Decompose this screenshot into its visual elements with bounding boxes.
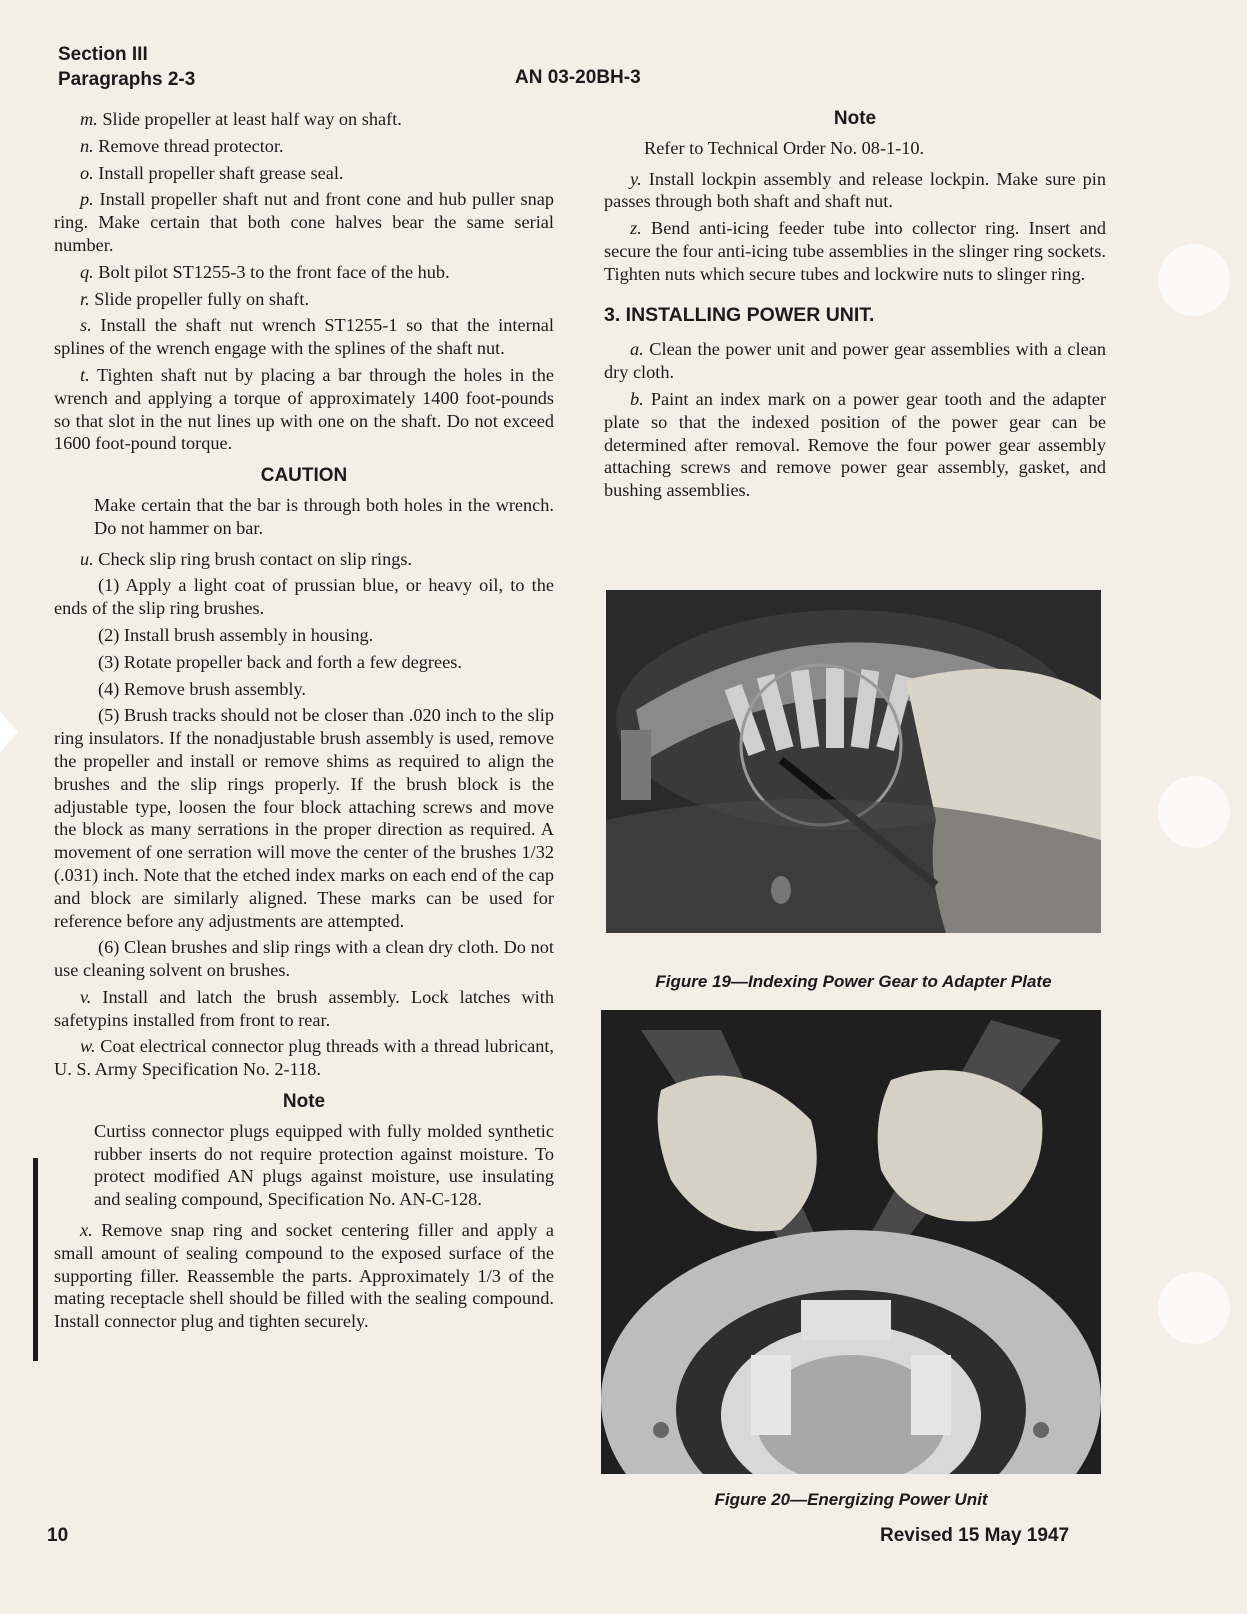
caution-text: Make certain that the bar is through both holes in the wrench. Do not hammer on bar. (94, 494, 554, 538)
figure-20-illustration (601, 1010, 1101, 1474)
step-y: y. Install lockpin assembly and release lockpin. Make sure pin passes through both shaft and shaft nut. (604, 168, 1106, 212)
note-heading-right: Note (833, 108, 877, 129)
binder-hole-top (1158, 244, 1230, 316)
section-label: Section III (58, 44, 148, 65)
note-heading-left: Note (282, 1091, 326, 1113)
binder-hole-middle (1158, 776, 1230, 848)
step-z: z. Bend anti-icing feeder tube into collector ring. Insert and secure the four anti-icing tube assemblies in the slinger ring sockets. Tighten nuts which secure tubes and lockwire nuts to slinger ring. (604, 218, 1107, 284)
step-s: s. Install the shaft nut wrench ST1255-1 so that the internal splines of the wrench engage with the splines of the shaft nut. (54, 315, 554, 359)
step-n: n. Remove thread protector. (80, 135, 284, 156)
step-r: r. Slide propeller fully on shaft. (80, 288, 310, 309)
section-heading: 3. INSTALLING POWER UNIT. (604, 303, 875, 326)
step-u2: (2) Install brush assembly in housing. (98, 624, 374, 645)
step-v: v. Install and latch the brush assembly. Lock latches with safetypins installed from front to rear. (54, 986, 554, 1030)
binder-hole-bottom (1158, 1272, 1230, 1344)
step-o: o. Install propeller shaft grease seal. (80, 162, 344, 183)
page-header-left (58, 42, 195, 92)
caution-heading: CAUTION (260, 465, 348, 487)
step-u: u. Check slip ring brush contact on slip rings. (80, 548, 413, 569)
step-u3: (3) Rotate propeller back and forth a few degrees. (98, 651, 462, 672)
figure-19-photo (606, 590, 1101, 933)
step-a: a. Clean the power unit and power gear assemblies with a clean dry cloth. (604, 339, 1106, 383)
step-q: q. Bolt pilot ST1255-3 to the front face of the hub. (80, 261, 450, 282)
document-number: AN 03-20BH-3 (515, 67, 641, 88)
revision-bar (33, 1158, 38, 1361)
step-b: b. Paint an index mark on a power gear tooth and the adapter plate so that the indexed position of the power gear can be determined after removal. Remove the four power gear assembly attaching screws and remove power gear assembly, gasket, and bushing assemblies. (604, 388, 1106, 501)
page-tab-marker (0, 712, 18, 752)
step-x: x. Remove snap ring and socket centering filler and apply a small amount of sealing compound to the exposed surface of the supporting filler. Reassemble the parts. Approximately 1/3 of the mating receptacle shell should be filled with the sealing compound. Install connector plug and tighten securely. (54, 1220, 554, 1332)
right-column (604, 108, 1106, 506)
step-p: p. Install propeller shaft nut and front cone and hub puller snap ring. Make certain that both cone halves bear the same serial number. (54, 189, 555, 255)
note-text-left: Curtiss connector plugs equipped with fully molded synthetic rubber inserts do not require protection against moisture. To protect modified AN plugs against moisture, use insulating and sealing compound, Specification No. AN-C-128. (94, 1120, 554, 1210)
step-w: w. Coat electrical connector plug threads with a thread lubricant, U. S. Army Specification No. 2-118. (54, 1036, 554, 1080)
note-text-right: Refer to Technical Order No. 08-1-10. (644, 137, 925, 158)
step-u1: (1) Apply a light coat of prussian blue, or heavy oil, to the ends of the slip ring brushes. (54, 575, 554, 619)
step-m: m. Slide propeller at least half way on shaft. (80, 109, 402, 129)
page-number: 10 (47, 1525, 69, 1546)
left-column (54, 108, 554, 1337)
step-u6: (6) Clean brushes and slip rings with a clean dry cloth. Do not use cleaning solvent on brushes. (54, 937, 554, 981)
step-u4: (4) Remove brush assembly. (98, 678, 306, 699)
figure-19-illustration (606, 590, 1101, 933)
step-u5: (5) Brush tracks should not be closer than .020 inch to the slip ring insulators. If the nonadjustable brush assembly is used, remove the propeller and install or remove shims as required to align the brushes and the slip rings properly. If the brush block is the adjustable type, loosen the four block attaching screws and move the block as many serrations in the proper direction as required. A movement of one serration will move the center of the brushes 1/32 (.031) inch. Note that the etched index marks on each end of the cap and block are similarly aligned. These marks can be used for reference before any adjustments are attempted. (54, 705, 554, 931)
step-t: t. Tighten shaft nut by placing a bar through the holes in the wrench and applying a torque of approximately 1400 foot-pounds so that slot in the nut lines up with one on the shaft. Do not exceed 1600 foot-pound torque. (54, 364, 554, 454)
paragraphs-label: Paragraphs 2-3 (58, 69, 196, 90)
revision-date: Revised 15 May 1947 (880, 1525, 1070, 1546)
figure-20-photo (601, 1010, 1101, 1474)
figure-20-caption: Figure 20—Energizing Power Unit (714, 1490, 988, 1509)
figure-19-caption: Figure 19—Indexing Power Gear to Adapter Plate (655, 972, 1052, 991)
